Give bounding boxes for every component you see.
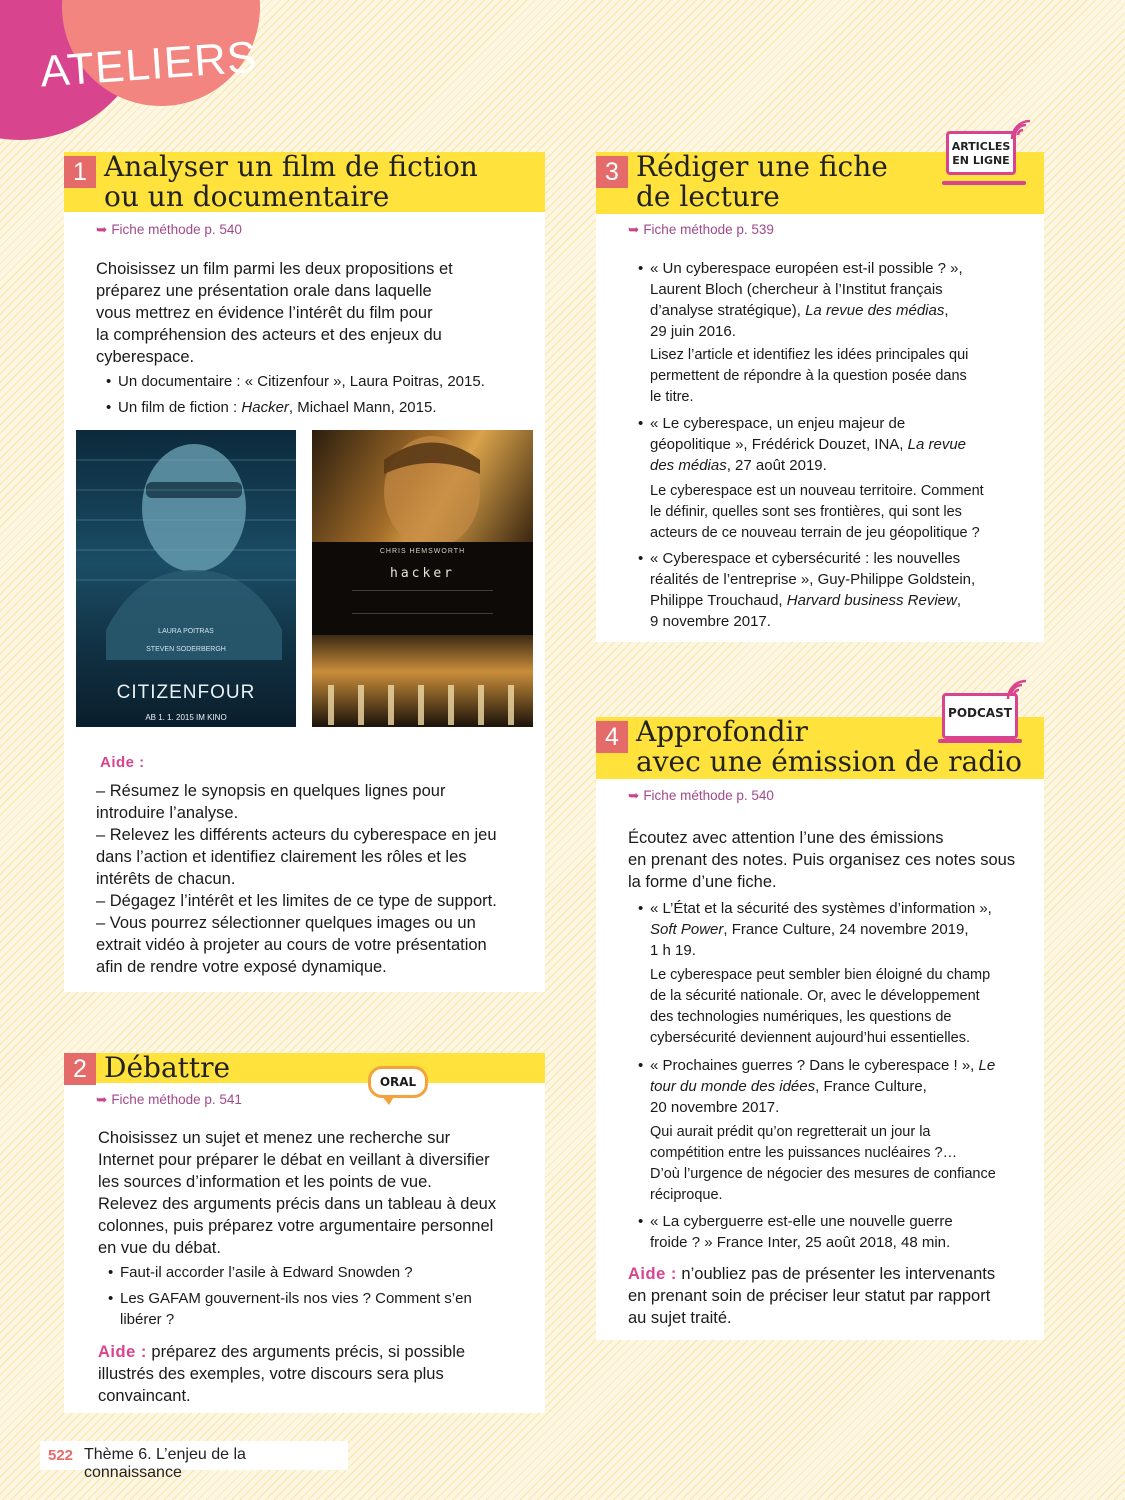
badge-stand: [942, 181, 1026, 185]
arrow-icon: ➥: [628, 222, 640, 237]
theme-label: Thème 6. L’enjeu de la connaissance: [84, 1446, 246, 1481]
page-header-title: ATELIERS: [38, 32, 259, 97]
arrow-icon: ➥: [96, 222, 108, 237]
poster-2-title: hacker: [390, 566, 455, 581]
atelier-1-intro: Choisissez un film parmi les deux propositions et préparez une présentation orale dans laquelle vous mettrez en évidence l’intérêt du film pour la compréhension des acteurs et des enjeux du cyberespace.: [96, 260, 453, 366]
badge-screen: ARTICLES EN LIGNE: [946, 131, 1016, 175]
atelier-1-header: [64, 152, 545, 212]
poster-2-credits-block: [352, 590, 493, 614]
atelier-4-fiche-link[interactable]: ➥ Fiche méthode p. 540: [628, 788, 774, 803]
atelier-2-aide: Aide : préparez des arguments précis, si possible illustrés des exemples, votre discours sera plus convaincant.: [98, 1343, 466, 1405]
poster-1-date: AB 1. 1. 2015 IM KINO: [145, 713, 227, 722]
atelier-4-item-2: • « Prochaines guerres ? Dans le cyberespace ! », Le tour du monde des idées, France Culture, 20 novembre 2017.: [638, 1055, 1040, 1118]
atelier-1-aide-label: Aide :: [100, 754, 145, 771]
hacker-poster: [312, 430, 533, 727]
wifi-icon: [1004, 677, 1030, 703]
atelier-3-title: Rédiger une fiche de lecture: [636, 150, 888, 213]
podcast-badge: [942, 693, 1032, 747]
atelier-3-item-3: • « Cyberespace et cybersécurité : les nouvelles réalités de l’entreprise », Guy-Philippe Goldstein, Philippe Trouchaud, Harvard business Review, 9 novembre 2017.: [638, 548, 1040, 632]
poster-2-scene-bars: [312, 635, 533, 727]
atelier-3-item-2: • « Le cyberespace, un enjeu majeur de géopolitique », Frédérick Douzet, INA, La revue des médias, 27 août 2019.: [638, 413, 1040, 476]
arrow-icon: ➥: [96, 1092, 108, 1107]
page-footer: [40, 1441, 348, 1481]
poster-2-actor: CHRIS HEMSWORTH: [379, 548, 466, 555]
atelier-2-bullet-gafam: • Les GAFAM gouvernent-ils nos vies ? Comment s’en libérer ?: [108, 1288, 540, 1330]
atelier-2-bullet-snowden: • Faut-il accorder l’asile à Edward Snowden ?: [108, 1262, 540, 1283]
atelier-1-number: 1: [64, 156, 96, 188]
arrow-icon: ➥: [628, 788, 640, 803]
poster-1-credit-director: LAURA POITRAS: [158, 628, 214, 635]
badge-screen: PODCAST: [942, 693, 1018, 739]
oral-badge: ORAL: [368, 1066, 428, 1098]
atelier-4-intro: Écoutez avec attention l’une des émissions en prenant des notes. Puis organisez ces notes sous la forme d’une fiche.: [628, 829, 1016, 891]
atelier-1-bullet-fiction: • Un film de fiction : Hacker, Michael Mann, 2015.: [106, 397, 548, 418]
atelier-3-number: 3: [596, 156, 628, 188]
badge-stand: [938, 739, 1022, 743]
atelier-4-item-1: • « L’État et la sécurité des systèmes d’information », Soft Power, France Culture, 24 novembre 2019, 1 h 19.: [638, 898, 1040, 961]
atelier-2-fiche-link[interactable]: ➥ Fiche méthode p. 541: [96, 1092, 242, 1107]
atelier-1-bullet-documentary: • Un documentaire : « Citizenfour », Laura Poitras, 2015.: [106, 371, 548, 392]
atelier-4-title: Approfondir avec une émission de radio: [636, 715, 1022, 778]
poster-1-credit-producer: STEVEN SODERBERGH: [146, 646, 226, 653]
atelier-2-number: 2: [64, 1053, 96, 1085]
atelier-2-title: Débattre: [104, 1051, 231, 1084]
atelier-1-fiche-link[interactable]: ➥ Fiche méthode p. 540: [96, 222, 242, 237]
atelier-2-intro: Choisissez un sujet et menez une recherche sur Internet pour préparer le débat en veillant à diversifier les sources d’information et les points de vue. Relevez des arguments précis dans un tableau à deux colonnes, puis préparez votre argumentaire personnel en vue du débat.: [98, 1129, 497, 1257]
page-number: 522: [48, 1447, 74, 1464]
atelier-4-desc-1: Le cyberespace peut sembler bien éloigné du champ de la sécurité nationale. Or, avec le développement des technologies numériques, les questions de cybersécurité deviennent aujourd’hui essentielles.: [650, 967, 991, 1046]
atelier-4-aide: Aide : n’oubliez pas de présenter les intervenants en prenant soin de préciser leur statut par rapport au sujet traité.: [628, 1265, 996, 1327]
poster-1-title: CITIZENFOUR: [116, 682, 256, 703]
wifi-icon: [1008, 117, 1034, 143]
atelier-3-desc-2: Le cyberespace est un nouveau territoire. Comment le définir, quelles sont ses frontières, qui sont les acteurs de ce nouveau terrain de jeu géopolitique ?: [650, 483, 984, 541]
atelier-4-number: 4: [596, 721, 628, 753]
atelier-1-aide-text: – Résumez le synopsis en quelques lignes pour introduire l’analyse. – Relevez les différents acteurs du cyberespace en jeu dans l’action et identifiez clairement les rôles et les intérêts de chacun. – Dégagez l’intérêt et les limites de ce type de support. – Vous pourrez sélectionner quelques images ou un extrait vidéo à projeter au cours de votre présentation afin de rendre votre exposé dynamique.: [96, 782, 497, 976]
articles-en-ligne-badge: [946, 131, 1036, 189]
citizenfour-poster: [76, 430, 296, 727]
portrait-silhouette-2: [312, 430, 533, 542]
atelier-1-title: Analyser un film de fiction ou un documentaire: [104, 150, 478, 213]
atelier-3-fiche-link[interactable]: ➥ Fiche méthode p. 539: [628, 222, 774, 237]
atelier-4-item-3: • « La cyberguerre est-elle une nouvelle guerre froide ? » France Inter, 25 août 2018, 48 min.: [638, 1211, 1040, 1253]
atelier-3-item-1: • « Un cyberespace européen est-il possible ? », Laurent Bloch (chercheur à l’Institut français d’analyse stratégique), La revue des médias, 29 juin 2016.: [638, 258, 1040, 342]
atelier-3-desc-1: Lisez l’article et identifiez les idées principales qui permettent de répondre à la question posée dans le titre.: [650, 347, 969, 405]
atelier-2-header: [64, 1053, 545, 1083]
atelier-4-desc-2: Qui aurait prédit qu’on regretterait un jour la compétition entre les puissances nucléaires ?… D’où l’urgence de négocier des mesures de confiance réciproque.: [650, 1124, 996, 1203]
